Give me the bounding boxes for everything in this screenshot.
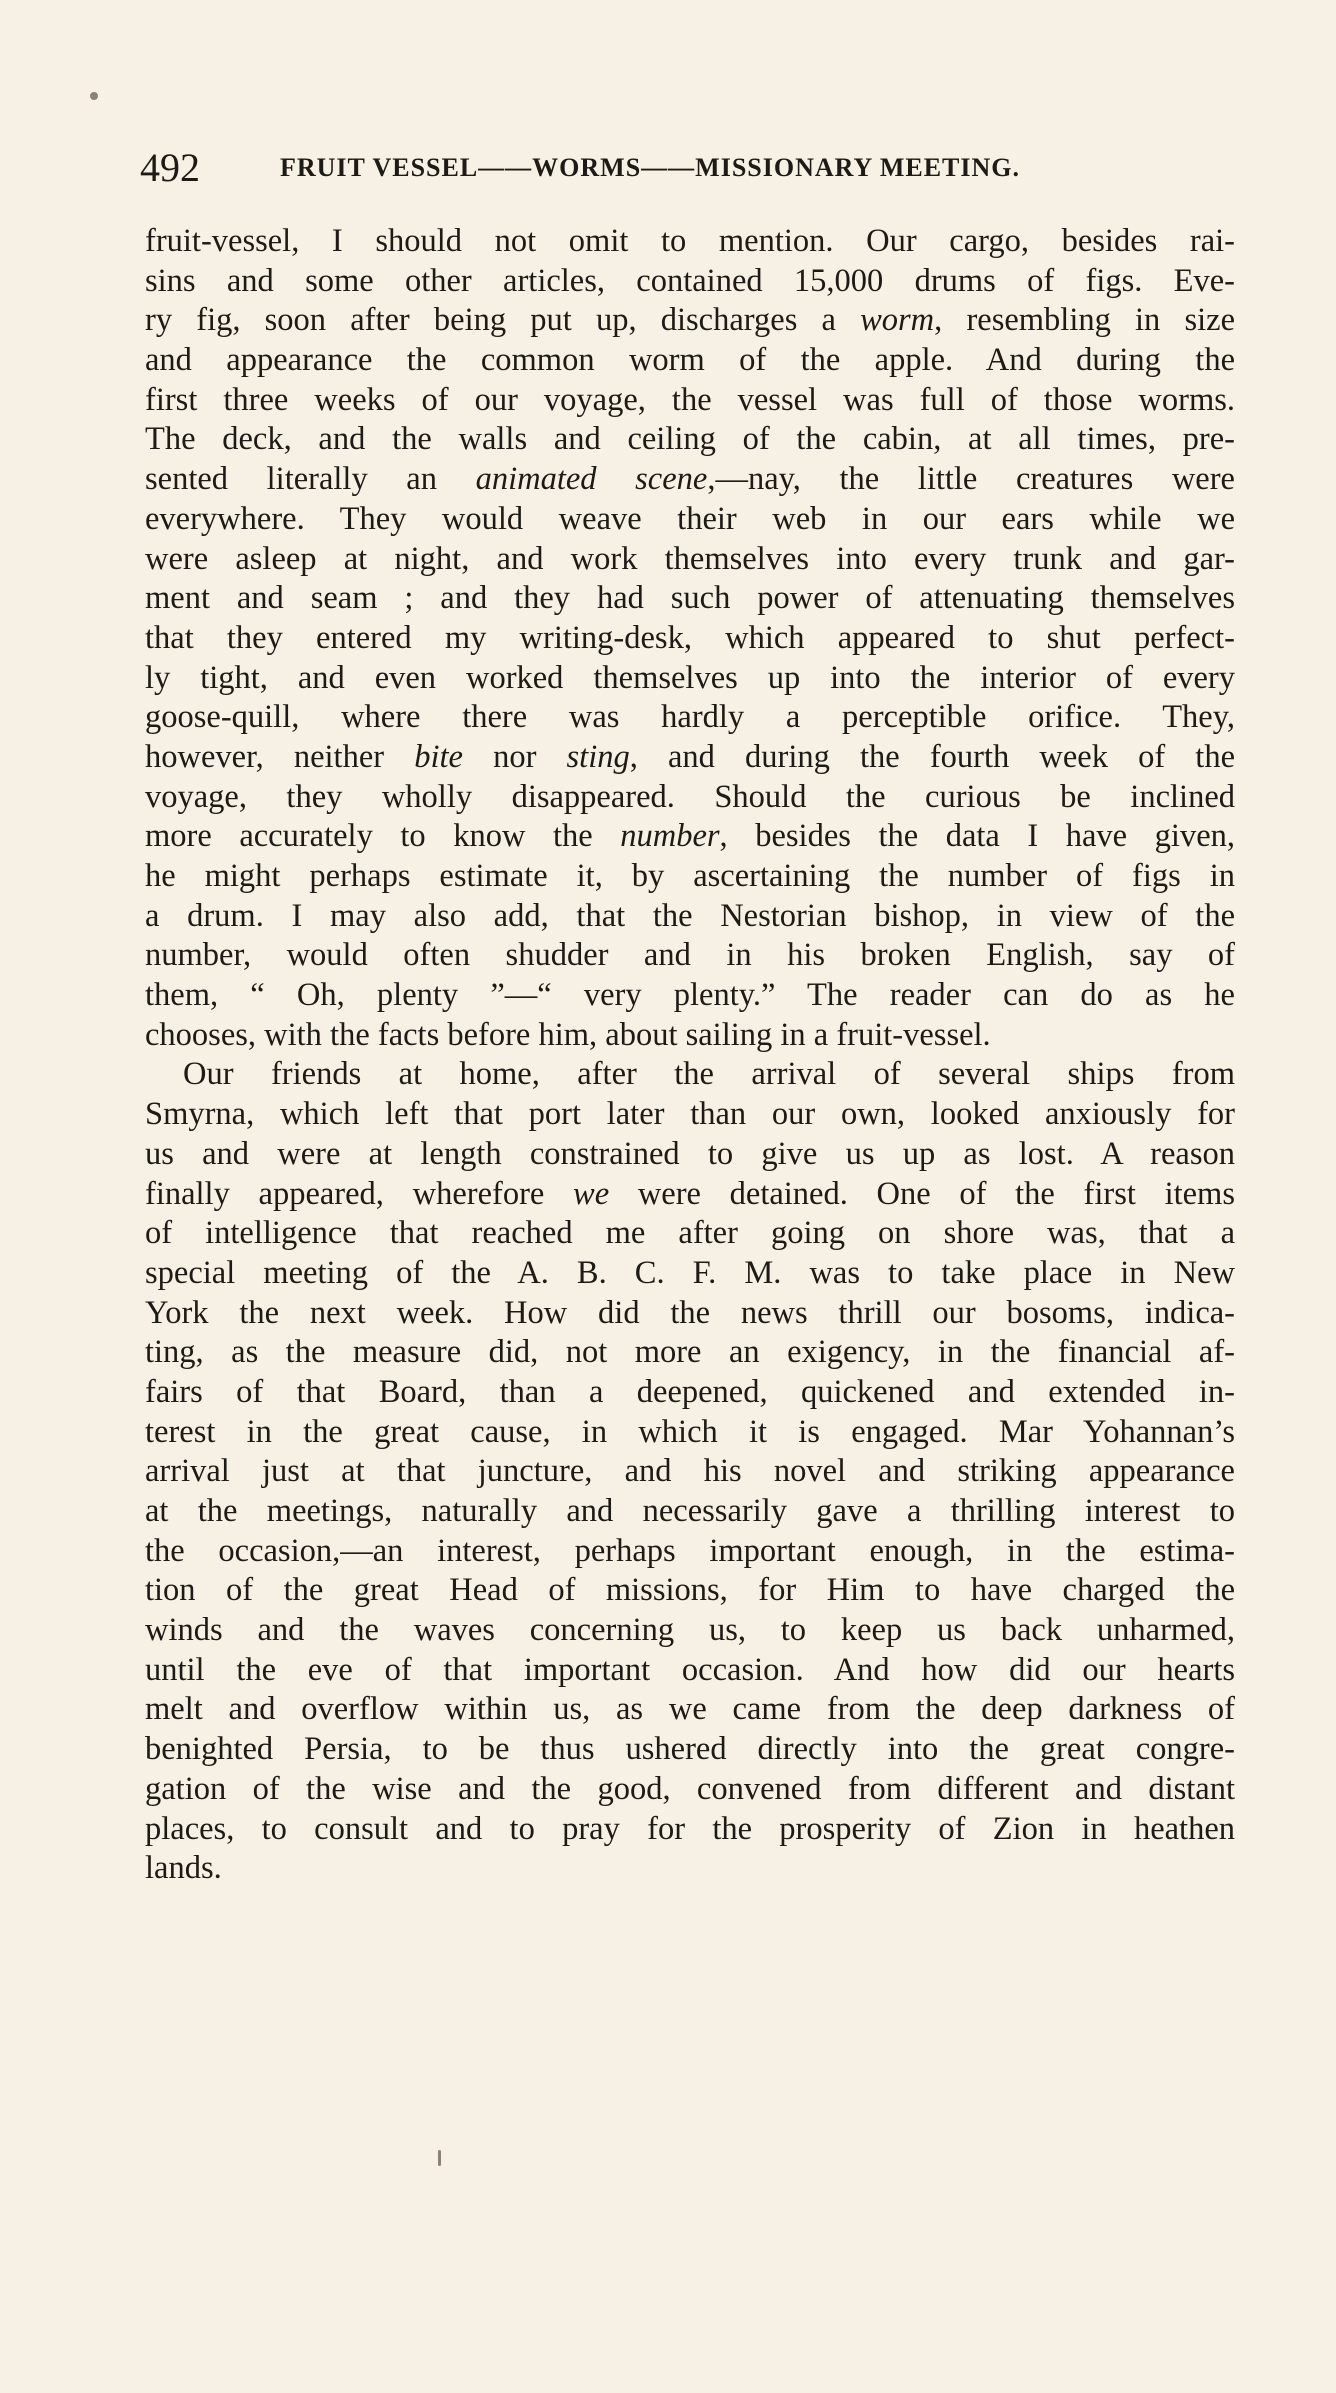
text-line [145, 301, 1235, 341]
italic-text: bite [414, 738, 463, 775]
text-line [145, 817, 1235, 857]
text-line [145, 1373, 1235, 1413]
ink-speck [90, 92, 98, 100]
text-segment: were detained. One of the first items [609, 1175, 1235, 1212]
page-number: 492 [140, 145, 200, 190]
text-line [145, 936, 1235, 976]
text-line [145, 659, 1235, 699]
text-segment: number, would often shudder and in his broken English, say of [145, 937, 1235, 974]
text-line [145, 1214, 1235, 1254]
text-segment: nor [462, 738, 567, 775]
text-line [145, 1452, 1235, 1492]
italic-text: we [573, 1175, 610, 1212]
running-head: FRUIT VESSEL——WORMS——MISSIONARY MEETING. [280, 153, 1021, 182]
text-segment: were asleep at night, and work themselves into every trunk and gar- [145, 540, 1235, 577]
text-line [145, 1651, 1235, 1691]
text-segment: tion of the great Head of missions, for Him to have charged the [145, 1572, 1235, 1609]
text-segment: lands. [145, 1850, 222, 1887]
text-line [145, 500, 1235, 540]
text-segment: ting, as the measure did, not more an exigency, in the financial af- [145, 1334, 1235, 1371]
text-segment: places, to consult and to pray for the prosperity of Zion in heathen [145, 1810, 1235, 1847]
text-segment: us and were at length constrained to give us up as lost. A reason [145, 1135, 1235, 1172]
italic-text: sting [566, 738, 630, 775]
text-line [145, 1294, 1235, 1334]
text-segment: , resembling in size [934, 302, 1236, 339]
text-segment: chooses, with the facts before him, about sailing in a fruit-vessel. [145, 1016, 991, 1053]
text-segment: winds and the waves concerning us, to keep us back unharmed, [145, 1612, 1235, 1649]
text-line [145, 540, 1235, 580]
text-segment: at the meetings, naturally and necessarily gave a thrilling interest to [145, 1493, 1235, 1529]
text-line [145, 976, 1235, 1016]
text-line [145, 1095, 1235, 1135]
text-line [145, 698, 1235, 738]
text-line [145, 381, 1235, 421]
text-segment: arrival just at that juncture, and his novel and striking appearance [145, 1453, 1235, 1490]
text-line [145, 738, 1235, 778]
text-line [145, 1690, 1235, 1730]
text-segment: finally appeared, wherefore [145, 1175, 574, 1212]
text-line [145, 1413, 1235, 1453]
text-segment: ment and seam ; and they had such power of attenuating themselves [145, 580, 1235, 617]
text-line [145, 1333, 1235, 1373]
text-segment: The deck, and the walls and ceiling of the cabin, at all times, pre- [145, 421, 1235, 458]
text-segment: of intelligence that reached me after going on shore was, that a [145, 1215, 1235, 1252]
text-segment: first three weeks of our voyage, the vessel was full of those worms. [145, 381, 1235, 418]
text-line [145, 222, 1235, 262]
text-line [145, 897, 1235, 937]
text-segment: sented literally an [145, 461, 476, 498]
text-segment: until the eve of that important occasion. And how did our hearts [145, 1651, 1235, 1688]
text-segment: that they entered my writing-desk, which appeared to shut perfect- [145, 619, 1235, 656]
ink-speck [438, 2150, 441, 2166]
text-segment: ly tight, and even worked themselves up into the interior of every [145, 659, 1235, 696]
text-segment: fairs of that Board, than a deepened, quickened and extended in- [145, 1373, 1235, 1410]
text-segment: , besides the data I have given, [719, 818, 1235, 855]
text-segment: fruit-vessel, I should not omit to mention. Our cargo, besides rai- [145, 223, 1235, 259]
text-line [145, 1730, 1235, 1770]
text-segment: and appearance the common worm of the apple. And during the [145, 342, 1235, 379]
body-text [145, 222, 1235, 1889]
text-line [145, 262, 1235, 302]
text-line [145, 1492, 1235, 1532]
text-line [145, 420, 1235, 460]
text-line [145, 1571, 1235, 1611]
text-segment: he might perhaps estimate it, by ascertaining the number of figs in [145, 858, 1235, 894]
italic-text: number [620, 818, 720, 855]
text-segment: voyage, they wholly disappeared. Should the curious be inclined [145, 778, 1235, 815]
italic-text: animated scene [475, 461, 708, 498]
text-line [145, 460, 1235, 500]
text-line [145, 1055, 1235, 1095]
text-line [145, 1135, 1235, 1175]
text-line [145, 619, 1235, 659]
text-segment: York the next week. How did the news thrill our bosoms, indica- [145, 1294, 1235, 1331]
text-segment: benighted Persia, to be thus ushered directly into the great congre- [145, 1731, 1235, 1768]
text-segment: ry fig, soon after being put up, discharges a [145, 302, 861, 339]
text-segment: however, neither [145, 738, 415, 775]
text-segment: special meeting of the A. B. C. F. M. was to take place in New [145, 1254, 1235, 1291]
text-segment: ,—nay, the little creatures were [707, 461, 1235, 498]
text-line [145, 1532, 1235, 1572]
italic-text: worm [860, 302, 935, 339]
text-line [145, 1849, 1235, 1889]
text-line [145, 778, 1235, 818]
paragraph [145, 1055, 1235, 1888]
text-segment: gation of the wise and the good, convened from different and distant [145, 1770, 1235, 1807]
text-line [145, 1016, 1235, 1056]
text-segment: Our friends at home, after the arrival of several ships from [183, 1056, 1235, 1093]
text-segment: more accurately to know the [145, 818, 621, 855]
text-segment: melt and overflow within us, as we came from the deep darkness of [145, 1691, 1235, 1728]
text-segment: sins and some other articles, contained 15,000 drums of figs. Eve- [145, 262, 1235, 299]
page-header [140, 138, 1140, 198]
text-segment: the occasion,—an interest, perhaps important enough, in the estima- [145, 1532, 1235, 1569]
text-segment: Smyrna, which left that port later than our own, looked anxiously for [145, 1096, 1235, 1133]
text-line [145, 1175, 1235, 1215]
text-segment: a drum. I may also add, that the Nestorian bishop, in view of the [145, 897, 1235, 934]
text-line [145, 1810, 1235, 1850]
text-segment: goose-quill, where there was hardly a perceptible orifice. They, [145, 699, 1235, 736]
text-segment: , and during the fourth week of the [629, 738, 1235, 775]
text-line [145, 1611, 1235, 1651]
text-segment: everywhere. They would weave their web in our ears while we [145, 500, 1235, 537]
paragraph [145, 222, 1235, 1055]
text-line [145, 579, 1235, 619]
text-line [145, 1254, 1235, 1294]
text-segment: terest in the great cause, in which it is engaged. Mar Yohannan’s [145, 1413, 1235, 1450]
text-line [145, 341, 1235, 381]
text-segment: them, “ Oh, plenty ”—“ very plenty.” The reader can do as he [145, 977, 1235, 1014]
text-line [145, 1770, 1235, 1810]
text-line [145, 857, 1235, 897]
